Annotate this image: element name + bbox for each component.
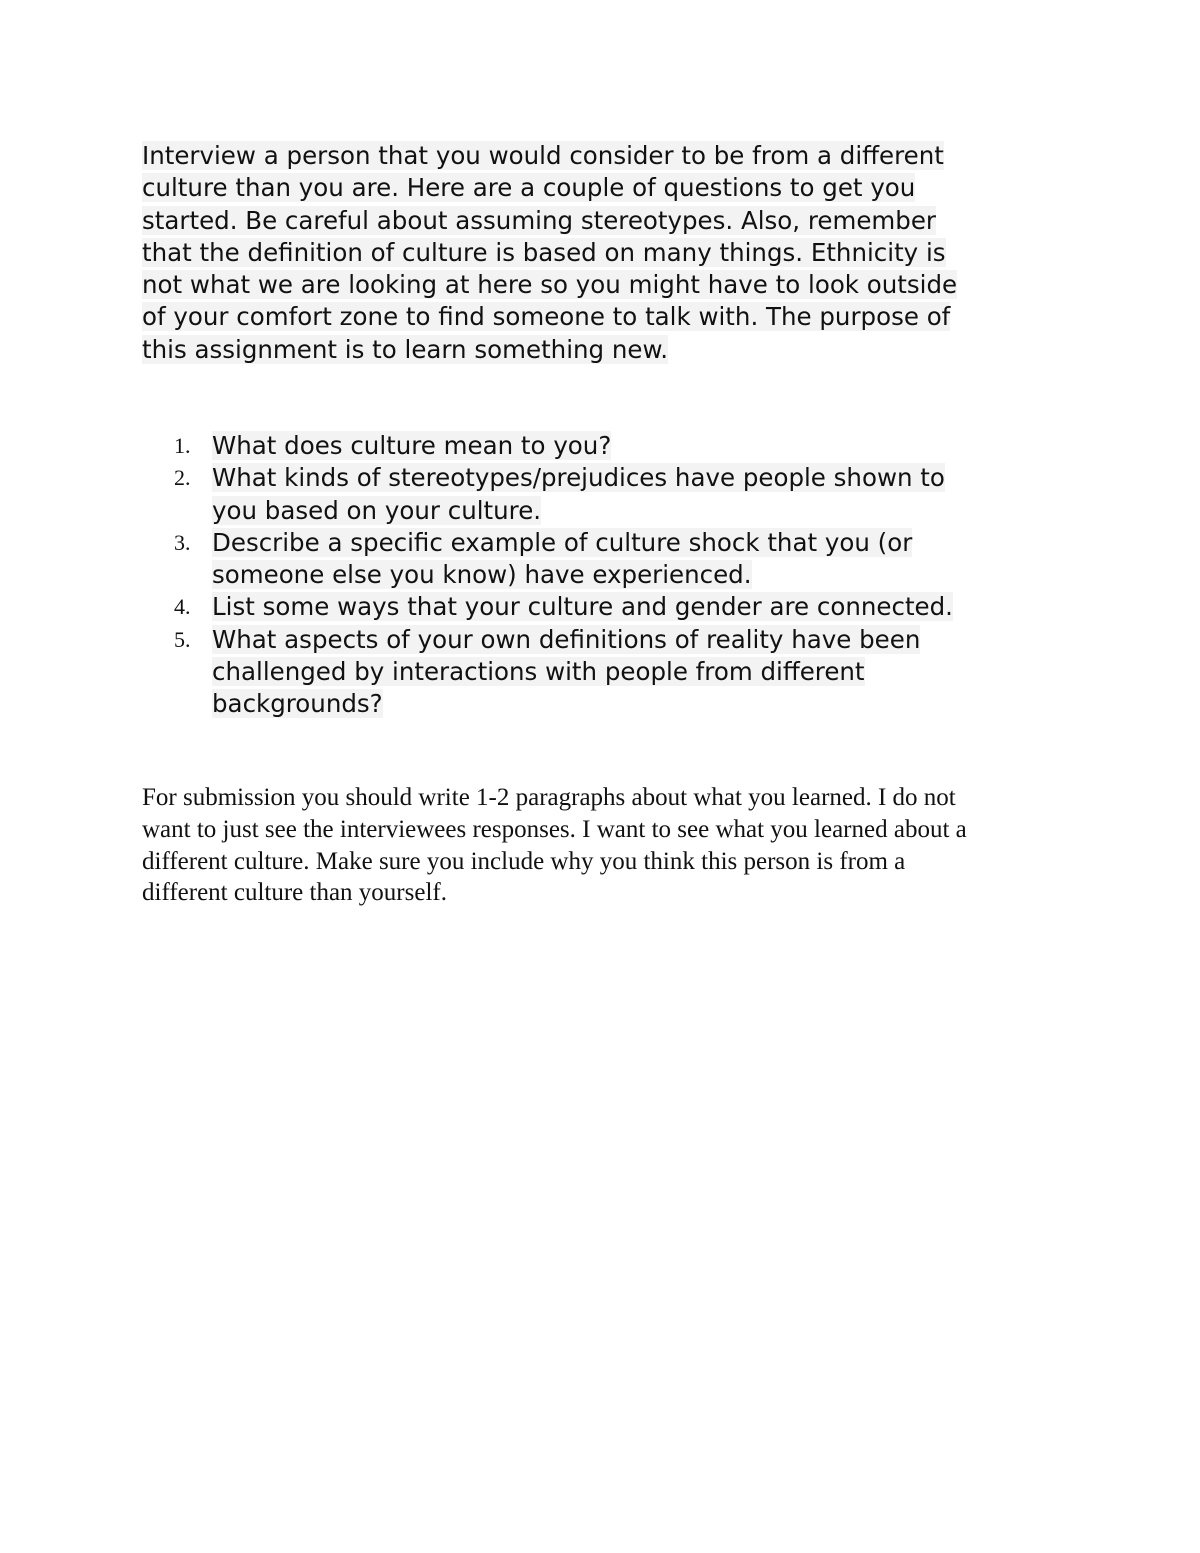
submission-line: want to just see the interviewees responses. I want to see what you learned about a <box>142 815 967 843</box>
question-number: 2. <box>174 465 191 491</box>
question-text: Describe a specific example of culture shock that you (or someone else you know) have experienced. <box>212 527 913 590</box>
question-item <box>142 430 1082 462</box>
intro-line: not what we are looking at here so you might have to look outside <box>142 270 958 300</box>
question-item <box>142 624 1082 721</box>
submission-line: different culture. Make sure you include why you think this person is from a <box>142 847 906 875</box>
intro-line: that the definition of culture is based on many things. Ethnicity is <box>142 237 946 267</box>
question-text: List some ways that your culture and gender are connected. <box>212 592 953 622</box>
question-number: 1. <box>174 433 191 458</box>
submission-line: For submission you should write 1-2 paragraphs about what you learned. I do not <box>142 784 956 811</box>
question-number: 3. <box>174 529 191 555</box>
question-number: 5. <box>174 626 191 652</box>
submission-paragraph <box>142 782 1082 909</box>
submission-line: different culture than yourself. <box>142 879 447 907</box>
question-text: What kinds of stereotypes/prejudices have people shown to you based on your culture. <box>212 463 945 525</box>
intro-paragraph <box>142 140 1082 366</box>
question-text: What aspects of your own definitions of reality have been challenged by interactions with people from different backgrounds? <box>212 624 921 719</box>
intro-line: Interview a person that you would consider to be from a different <box>142 141 944 170</box>
intro-line: culture than you are. Here are a couple of questions to get you <box>142 173 916 203</box>
intro-line: of your comfort zone to find someone to talk with. The purpose of <box>142 302 951 332</box>
question-number: 4. <box>174 594 191 620</box>
question-item <box>142 527 1082 592</box>
question-list <box>142 430 1082 721</box>
question-item <box>142 462 1082 527</box>
question-text: What does culture mean to you? <box>212 431 612 460</box>
question-item <box>142 591 1082 623</box>
intro-line: this assignment is to learn something new. <box>142 334 669 364</box>
intro-line: started. Be careful about assuming stereotypes. Also, remember <box>142 205 936 235</box>
